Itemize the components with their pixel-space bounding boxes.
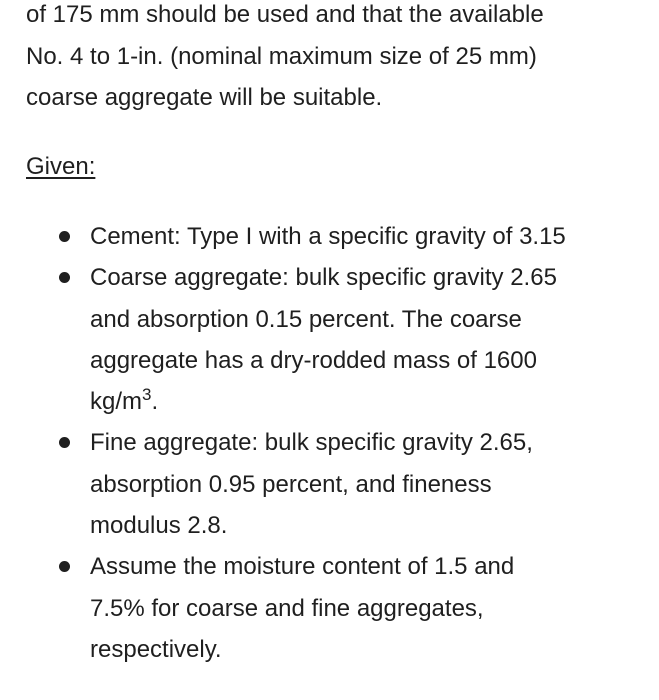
list-item-fine-aggregate — [26, 422, 656, 546]
bullet-icon — [59, 561, 70, 572]
unit-exponent: 3 — [142, 385, 152, 405]
list-item-moisture — [26, 546, 656, 670]
list-item-cement — [26, 216, 656, 257]
given-list — [26, 216, 656, 670]
list-item-coarse-aggregate — [26, 257, 656, 422]
given-heading: Given: — [26, 153, 96, 180]
unit-line — [90, 381, 656, 422]
list-item-line: 7.5% for coarse and fine aggregates, — [90, 594, 484, 622]
unit-base: kg/m — [90, 388, 143, 416]
intro-paragraph — [26, 0, 646, 119]
intro-line: coarse aggregate will be suitable. — [26, 84, 383, 111]
list-item-line: aggregate has a dry-rodded mass of 1600 — [90, 346, 537, 374]
document-page — [26, 0, 646, 663]
list-item-line: Cement: Type I with a specific gravity of 3.15 — [90, 223, 566, 250]
list-item-line: Assume the moisture content of 1.5 and — [90, 553, 515, 581]
unit-tail: . — [151, 388, 159, 416]
list-item-line: Coarse aggregate: bulk specific gravity 2.65 — [90, 264, 557, 292]
bullet-icon — [59, 437, 70, 448]
list-item-line: Fine aggregate: bulk specific gravity 2.65, — [90, 429, 533, 457]
list-item-line: absorption 0.95 percent, and fineness — [90, 470, 492, 498]
bullet-icon — [59, 272, 70, 283]
list-item-line: modulus 2.8. — [90, 512, 228, 540]
intro-line: No. 4 to 1-in. (nominal maximum size of 25 mm) — [26, 42, 537, 70]
bullet-icon — [59, 231, 70, 242]
list-item-line: and absorption 0.15 percent. The coarse — [90, 305, 522, 333]
list-item-line: respectively. — [90, 635, 222, 663]
intro-line: of 175 mm should be used and that the available — [26, 1, 544, 28]
